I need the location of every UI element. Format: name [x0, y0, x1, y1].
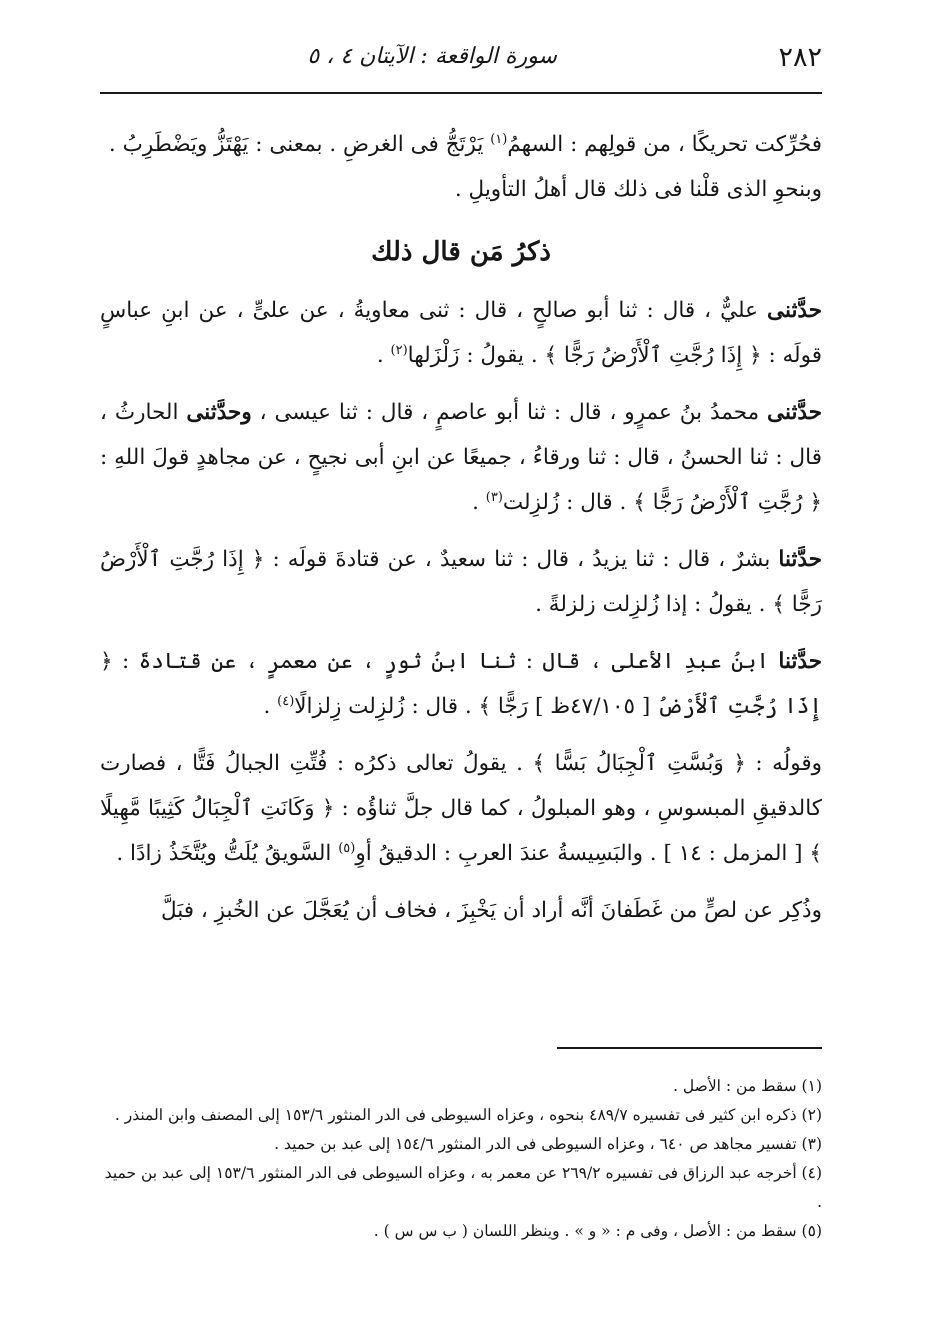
- footnote-marker-2: (٢): [390, 342, 408, 358]
- header-rule: [100, 92, 822, 94]
- running-title: سورة الواقعة : الآيتان ٤ ، ٥: [307, 44, 557, 69]
- page-number: ٢٨٢: [778, 42, 822, 73]
- paragraph-2: وبنحوِ الذى قلْنا فى ذلك قال أهلُ التأويلِ .: [454, 177, 822, 202]
- paragraph-4: [100, 390, 822, 525]
- footnote-rule: [557, 1047, 822, 1049]
- paragraph-7-text-b: السَّويقُ يُلَتُّ ويُتَّخَذُ زادًا .: [116, 841, 339, 866]
- running-head: [100, 40, 822, 80]
- paragraph-8: وذُكِر عن لصٍّ من غَطَفانَ أنَّه أراد أن يَخْبِزَ ، فخاف أن يُعَجَّلَ عن الخُبزِ ، فبَلَّ: [161, 898, 822, 923]
- footnote-4: (٤) أخرجه عبد الرزاق فى تفسيره ٢٦٩/٢ عن معمر به ، وعزاه السيوطى فى الدر المنثور ١٥٣/٦ إلى عبد بن حميد .: [104, 1164, 822, 1211]
- paragraph-1: [100, 122, 822, 167]
- paragraph-6-text-c: .: [263, 694, 278, 719]
- paragraph-1-text-a: فحُرِّكت تحريكًا ، من قولِهم : السهمُ: [507, 132, 822, 157]
- section-heading: ذكرُ مَن قال ذلك: [371, 237, 551, 267]
- paragraph-5: [100, 537, 822, 627]
- paragraph-1-text-b: يَرْتَجُّ فى الغرضِ . بمعنى : يَهْتَزُّ ويَضْطَرِبُ .: [108, 132, 491, 157]
- paragraph-3-text-b: .: [376, 343, 391, 368]
- paragraph-4-lead-2: وحدَّثنى: [186, 400, 252, 425]
- paragraph-5-lead: حدَّثنا: [778, 547, 822, 572]
- footnote-1: (١) سقط من : الأصل .: [673, 1077, 822, 1095]
- paragraph-6: [100, 639, 822, 729]
- footnotes: [100, 1072, 822, 1246]
- paragraph-4-lead: حدَّثنى: [767, 400, 822, 425]
- paragraph-6-lead: حدَّثنا: [778, 649, 822, 674]
- paragraph-6-text-a: ابنُ عبدِ الأعلى ، قال : ثنا ابنُ ثورٍ ، عن معمرٍ ، عن قتادةَ : ﴿ إِذَا رُجَّتِ ٱلْأَرْضُ: [100, 649, 822, 719]
- footnote-2: (٢) ذكره ابن كثير فى تفسيره ٤٨٩/٧ بنحوه ، وعزاه السيوطى فى الدر المنثور ١٥٣/٦ إلى المصنف وابن المنذر .: [114, 1106, 822, 1124]
- paragraph-7-text-a: وقولُه : ﴿ وَبُسَّتِ ٱلْجِبَالُ بَسًّا ﴾ . يقولُ تعالى ذكرُه : فُتِّتِ الجبالُ فَتًّا ، فصارت كالدقيقِ المبسوسِ ، وهو المبلولُ ، كما قال جلَّ ثناؤُه : ﴿ وَكَانَتِ ٱلْجِبَالُ كَثِيبًا مَّهِيلًا ﴾ [ المزمل : ١٤ ] . والبَسِيسةُ عندَ العربِ : الدقيقُ أوِ: [100, 751, 822, 866]
- footnote-marker-3: (٣): [485, 489, 503, 505]
- paragraph-7: [100, 741, 822, 876]
- paragraph-4-text-c: .: [472, 490, 486, 515]
- paragraph-6-text-b: رَجًّا ﴾ . قال : زُلزِلت زِلزالًا: [294, 694, 535, 719]
- footnote-marker-1: (١): [490, 131, 508, 147]
- footnote-3: (٣) تفسير مجاهد ص ٦٤٠ ، وعزاه السيوطى فى الدر المنثور ١٥٤/٦ إلى عبد بن حميد .: [274, 1135, 822, 1153]
- body-text: [100, 122, 822, 945]
- paragraph-5-text-a: بشرٌ ، قال : ثنا يزيدُ ، قال : ثنا سعيدٌ ، عن قتادةَ قولَه : ﴿ إِذَا رُجَّتِ ٱلْأَرْضُ رَجًّا ﴾ . يقولُ : إذا زُلزِلت زلزلةً .: [100, 547, 822, 617]
- footnote-marker-4: (٤): [277, 693, 295, 709]
- footnote-5: (٥) سقط من : الأصل ، وفى م : « و » . وينظر اللسان ( ب س س ) .: [373, 1222, 822, 1240]
- paragraph-3: [100, 288, 822, 378]
- paragraph-3-lead: حدَّثنى: [767, 298, 822, 323]
- manuscript-folio-reference: [ ٤٧/١٠٥ظ ]: [534, 694, 651, 719]
- footnote-marker-5: (٥): [338, 840, 356, 856]
- paragraph-3-text-a: عليٌّ ، قال : ثنا أبو صالحٍ ، قال : ثنى معاويةُ ، عن علىٍّ ، عن ابنِ عباسٍ قولَه : ﴿ إِذَا رُجَّتِ ٱلْأَرْضُ رَجًّا ﴾ . يقولُ : زَلْزَلها: [100, 298, 822, 368]
- paragraph-4-text-a: محمدُ بنُ عمرٍو ، قال : ثنا أبو عاصمٍ ، قال : ثنا عيسى ،: [251, 400, 768, 425]
- paragraph-4-text-b: الحارثُ ، قال : ثنا الحسنُ ، قال : ثنا ورقاءُ ، جميعًا عن ابنِ أبى نجيحٍ ، عن مجاهدٍ قولَ اللهِ : ﴿ رُجَّتِ ٱلْأَرْضُ رَجًّا ﴾ . قال : زُلزِلت: [100, 400, 822, 515]
